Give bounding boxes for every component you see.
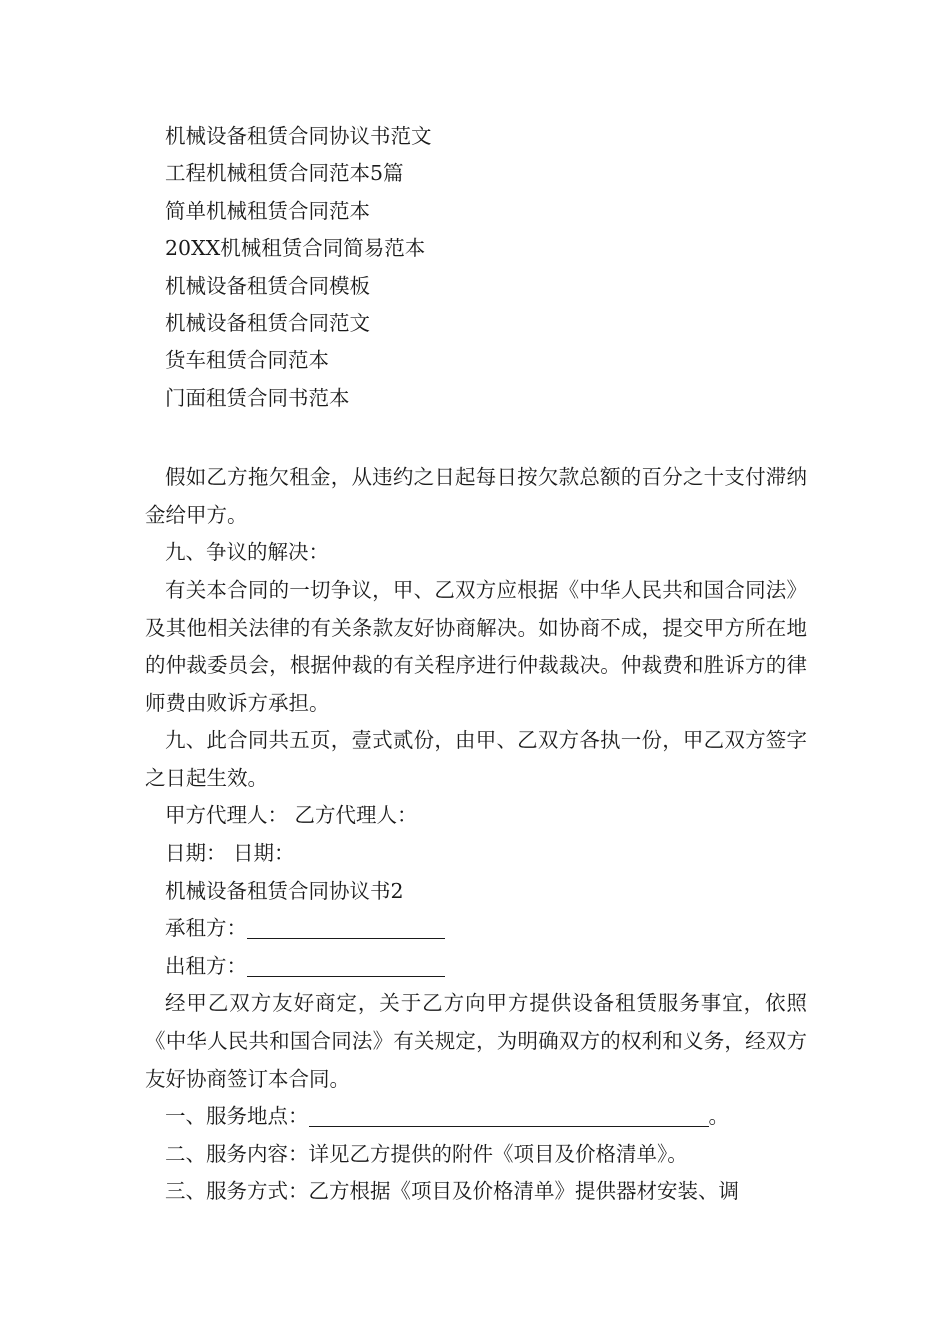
related-article-link[interactable]: 机械设备租赁合同协议书范文: [165, 124, 432, 148]
section-spacer: [145, 417, 807, 459]
service-location-label: 一、服务地点：: [165, 1104, 309, 1129]
date-line: 日期： 日期：: [165, 841, 295, 866]
document-page: [145, 118, 807, 1211]
service-content-line: 二、服务内容：详见乙方提供的附件《项目及价格清单》。: [165, 1141, 688, 1166]
related-article-link[interactable]: 门面租赁合同书范本: [165, 385, 350, 410]
related-article-link[interactable]: 货车租赁合同范本: [165, 348, 329, 373]
lessee-line: [145, 910, 807, 948]
list-item[interactable]: [145, 380, 807, 417]
list-item[interactable]: [145, 268, 807, 305]
dispute-heading: 九、争议的解决：: [165, 540, 329, 565]
list-item[interactable]: [145, 155, 807, 192]
late-fee-paragraph: 假如乙方拖欠租金，从违约之日起每日按欠款总额的百分之十支付滞纳金给甲方。: [145, 465, 807, 527]
related-article-link[interactable]: 工程机械租赁合同范本5篇: [165, 161, 404, 186]
intro-paragraph: 经甲乙双方友好商定，关于乙方向甲方提供设备租赁服务事宜，依照《中华人民共和国合同法》有关规定，为明确双方的权利和义务，经双方友好协商签订本合同。: [145, 991, 807, 1091]
related-article-link[interactable]: 20XX机械租赁合同简易范本: [165, 236, 426, 261]
list-item[interactable]: [145, 193, 807, 230]
lessee-label: 承租方：: [165, 916, 247, 941]
service-location-blank-field[interactable]: [309, 1104, 709, 1127]
copies-paragraph: 九、此合同共五页，壹式贰份，由甲、乙双方各执一份，甲乙双方签字之日起生效。: [145, 728, 807, 790]
lessee-blank-field[interactable]: [247, 916, 445, 939]
contract2-title: 机械设备租赁合同协议书2: [165, 878, 404, 903]
lessor-label: 出租方：: [165, 953, 247, 978]
service-location-end: 。: [708, 1104, 729, 1129]
list-item[interactable]: [145, 342, 807, 379]
related-article-link[interactable]: 简单机械租赁合同范本: [165, 198, 370, 223]
related-articles-list: [145, 118, 807, 417]
service-method-line: 三、服务方式：乙方根据《项目及价格清单》提供器材安装、调: [165, 1179, 739, 1204]
list-item[interactable]: [145, 230, 807, 267]
dispute-paragraph: 有关本合同的一切争议，甲、乙双方应根据《中华人民共和国合同法》及其他相关法律的有关条款友好协商解决。如协商不成，提交甲方所在地的仲裁委员会，根据仲裁的有关程序进行仲裁裁决。仲裁费和胜诉方的律师费由败诉方承担。: [145, 577, 807, 715]
lessor-blank-field[interactable]: [247, 954, 445, 977]
related-article-link[interactable]: 机械设备租赁合同模板: [165, 273, 370, 298]
list-item[interactable]: [145, 305, 807, 342]
service-location-line: [145, 1098, 807, 1136]
list-item[interactable]: [145, 118, 807, 155]
lessor-line: [145, 948, 807, 986]
agents-line: 甲方代理人： 乙方代理人：: [165, 803, 418, 828]
related-article-link[interactable]: 机械设备租赁合同范文: [165, 310, 370, 335]
